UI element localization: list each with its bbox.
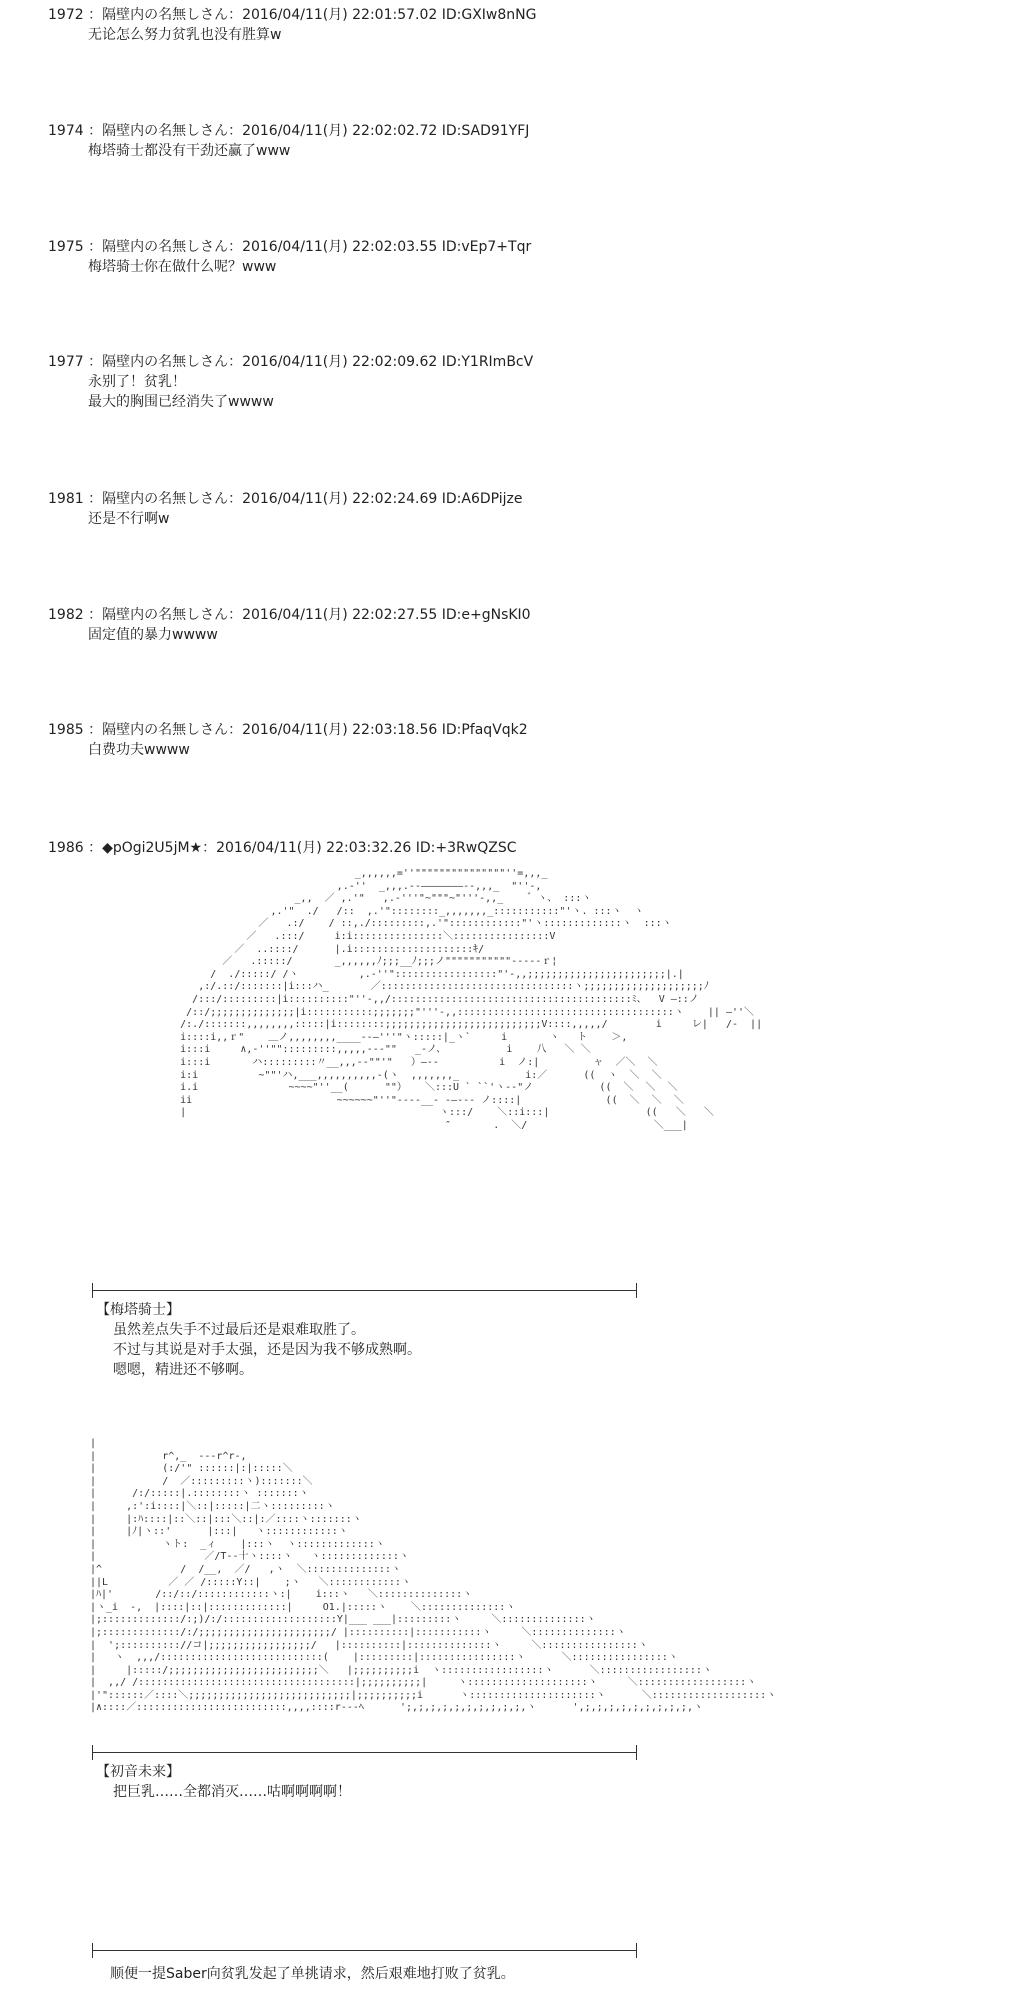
- post-header: 1977 ：隔壁内の名無しさん：2016/04/11(月) 22:02:09.62 ID:Y1RImBcV: [48, 354, 534, 370]
- speaker-name: 【初音未来】: [96, 1764, 180, 1780]
- post-line: 还是不行啊w: [88, 511, 170, 527]
- separator-line: [92, 1950, 637, 1951]
- post-line: 梅塔骑士都没有干劲还赢了www: [88, 143, 291, 159]
- narration-text: 顺便一提Saber向贫乳发起了单挑请求，然后艰难地打败了贫乳。: [110, 1966, 515, 1982]
- post-header: 1981 ：隔壁内の名無しさん：2016/04/11(月) 22:02:24.69 ID:A6DPijze: [48, 491, 523, 507]
- post-line: 梅塔骑士你在做什么呢？www: [88, 259, 277, 275]
- separator-line: [92, 1752, 637, 1753]
- dialog-line: 不过与其说是对手太强，还是因为我不够成熟啊。: [113, 1342, 421, 1358]
- separator-line: [92, 1290, 637, 1291]
- post-1982: [48, 605, 531, 645]
- post-1977: [48, 352, 533, 412]
- post-1985: [48, 720, 528, 760]
- speaker-name: 【梅塔骑士】: [96, 1302, 180, 1318]
- post-line: 固定值的暴力wwww: [88, 627, 218, 643]
- post-header: 1985 ：隔壁内の名無しさん：2016/04/11(月) 22:03:18.56 ID:PfaqVqk2: [48, 722, 528, 738]
- post-header: 1972 ：隔壁内の名無しさん：2016/04/11(月) 22:01:57.02 ID:GXIw8nNG: [48, 7, 537, 23]
- post-header: 1974 ：隔壁内の名無しさん：2016/04/11(月) 22:02:02.72 ID:SAD91YFJ: [48, 123, 530, 139]
- dialog-meta-knight: [96, 1300, 421, 1380]
- dialog-hatsune-miku: [96, 1762, 351, 1802]
- post-line: 白费功夫wwww: [88, 742, 190, 758]
- post-1986: [48, 838, 516, 858]
- dialog-line: 把巨乳……全都消灭……咕啊啊啊啊！: [113, 1784, 351, 1800]
- ascii-art-meta-knight: _,,,,,,=''"""""""""""""""''=,,,_ ,.-'' _,,,.--―――――――--,,,_ "''-, _,, ／ ,.'" ,.-'''"~"""~"'''-,,_ ゛ヽ、 :::ヽ ,.'" ./ /:: ,.'"::::::::_,,,,,,,_:::::::::::"'ヽ. :::ヽ ヽ ／ .:/ / ::,./:::::::::,.'"::::::::::::"'ヽ:::::::::::::ヽ :::ヽ ／ .:::/ i:i:::::::::::::::＼::::::::::::::::V ／ ..::::/ |.i::::::::::::::::::::ｷ/ ／ .:::::/ _,,,,,,ﾉ;;;__ﾉ;;;ノ"""""""""""-----ｒ¦ / ./:::::/ /ヽ ,.-''":::::::::::::::::"'-,,;;;;;;;;;;;;;;;;;;;;;;;|.| ,:/.::/:::::::|i:::ハ_ ／::::::::::::::::::::::::::::::::ヽ;;;;;;;;;;;;;;;;;;;;ﾉ /:::/:::::::::|i::::::::::"''-,,/::::::::::::::::::::::::::::::::::::::::ﾐ、 V ―::ノ /::/;;;;;;;;;;;;;;|i:::::::::::;;;;;;;"'''-,,::::::::::::::::::::::::::::::::::::ヽ || ―''＼ /:./:::::::,,,,,,,,:::::|i::::::::;;;;;;;;;;;;;;;;;;;;;;;;;;V::::,,,,,/ i レ| /- || i::::i,,ｒ" ＿ノ,,,,,,,,____--―'''"ヽ:::::|_ヽ` i ヽ ト ＞, i:::i ∧,-''"":::::::::,,,,,---"" _-ノ、 i 八 ＼ ＼ i:::i ハ:::::::::〃__,,,--""'" ）―-- i ノ:| ャ ／＼ ＼ i:i ~""'ハ,___,,,,,,,,,,-(ヽ ,,,,,,,_ i:／ (( ヽ ＼ ＼ i.i ~~~~"''__( ""） ＼:::U ` ``'ヽ--"ノ (( ＼ ＼ ＼ ii ~~~~~~"''"----__- -―--‐ ノ::::| (( ＼ ＼ ＼ | ヽ:::/ ＼::i:::| (( ＼ ＼ ″ . ＼/ ＼___|: [180, 868, 763, 1131]
- dialog-line: 嗯嗯，精进还不够啊。: [113, 1362, 253, 1378]
- dialog-line: 虽然差点失手不过最后还是艰难取胜了。: [113, 1322, 365, 1338]
- post-1974: [48, 121, 529, 161]
- post-header: 1982 ：隔壁内の名無しさん：2016/04/11(月) 22:02:27.55 ID:e+gNsKI0: [48, 607, 531, 623]
- post-line: 无论怎么努力贫乳也没有胜算w: [88, 27, 282, 43]
- post-1975: [48, 237, 531, 277]
- post-header: 1975 ：隔壁内の名無しさん：2016/04/11(月) 22:02:03.55 ID:vEp7+Tqr: [48, 239, 532, 255]
- post-1972: [48, 5, 536, 45]
- post-1981: [48, 489, 523, 529]
- ascii-art-hatsune-miku: | | r^,_ ---r^r-, | (:/'" ::::::|:|:::::＼ | / ／:::::::::ヽ):::::::＼ | /:/:::::|.::::::::ヽ :::::::ヽ | ,:':i::::|＼::|:::::|二ヽ:::::::::ヽ | |:ﾊ::::|::＼::|:::＼::|:／::::ヽ:::::::ヽ | |ﾉ|ヽ::' |:::| ヽ::::::::::::ヽ | ヽト: _ィ |:::ヽ ヽ:::::::::::::ヽ | ／/T--十ヽ::::ヽ ヽ:::::::::::::ヽ |^ / /__, ／/ ,ヽ ＼::::::::::::::ヽ ||L ／ ／ /:::::Y::| ;ヽ ＼::::::::::::ヽ |ﾊ|' /::/::/::::::::::::ヽ:| i:::ヽ ＼::::::::::::::ヽ |ヽ_i -, |::::|::|:::::::::::::| O1.|:::::ヽ ＼::::::::::::::ヽ |;:::::::::::::/:;)/:/:::::::::::::::::::Y|___ ___|:::::::::ヽ ＼::::::::::::::ヽ |;:::::::::::::/:/;;;;;;;;;;;;;;;;;;;;;;/ |::::::::::|:::::::::::ヽ ＼::::::::::::::ヽ | ';:::::::::://コ|;;;;;;;;;;;;;;;;;/ |::::::::::|::::::::::::::ヽ ＼::::::::::::::::ヽ | ヽ ,,,/:::::::::::::::::::::::::::( |:::::::::|::::::::::::::::ヽ ＼::::::::::::::::ヽ | |:::::/;;;;;;;;;;;;;;;;;;;;;;;;;＼ |;;;;;;;;;;i ヽ:::::::::::::::::ヽ ＼:::::::::::::::::ヽ | ,,/ /::::::::::::::::::::::::::::::::::::|;;;;;;;;;;| ヽ::::::::::::::::::::ヽ ＼::::::::::::::::::ヽ |'"::::::／::::＼;;;;;;;;;;;;;;;;;;;;;;;;;;;|;;;;;;;;;;i ヽ:::::::::::::::::::::ヽ ＼:::::::::::::::::::ヽ |∧::::／:::::::::::::::::::::::::,,,,::::r---ﾍ ';,;,;,;,;,;,;,;,;,;,ヽ ',;,;,;,;,;,;,;,;,;,ヽ: [90, 1438, 777, 1714]
- post-header: 1986 ：◆pOgi2U5jM★：2016/04/11(月) 22:03:32.26 ID:+3RwQZSC: [48, 840, 517, 856]
- post-line: 最大的胸围已经消失了wwww: [88, 394, 274, 410]
- post-line: 永别了！贫乳！: [88, 374, 186, 390]
